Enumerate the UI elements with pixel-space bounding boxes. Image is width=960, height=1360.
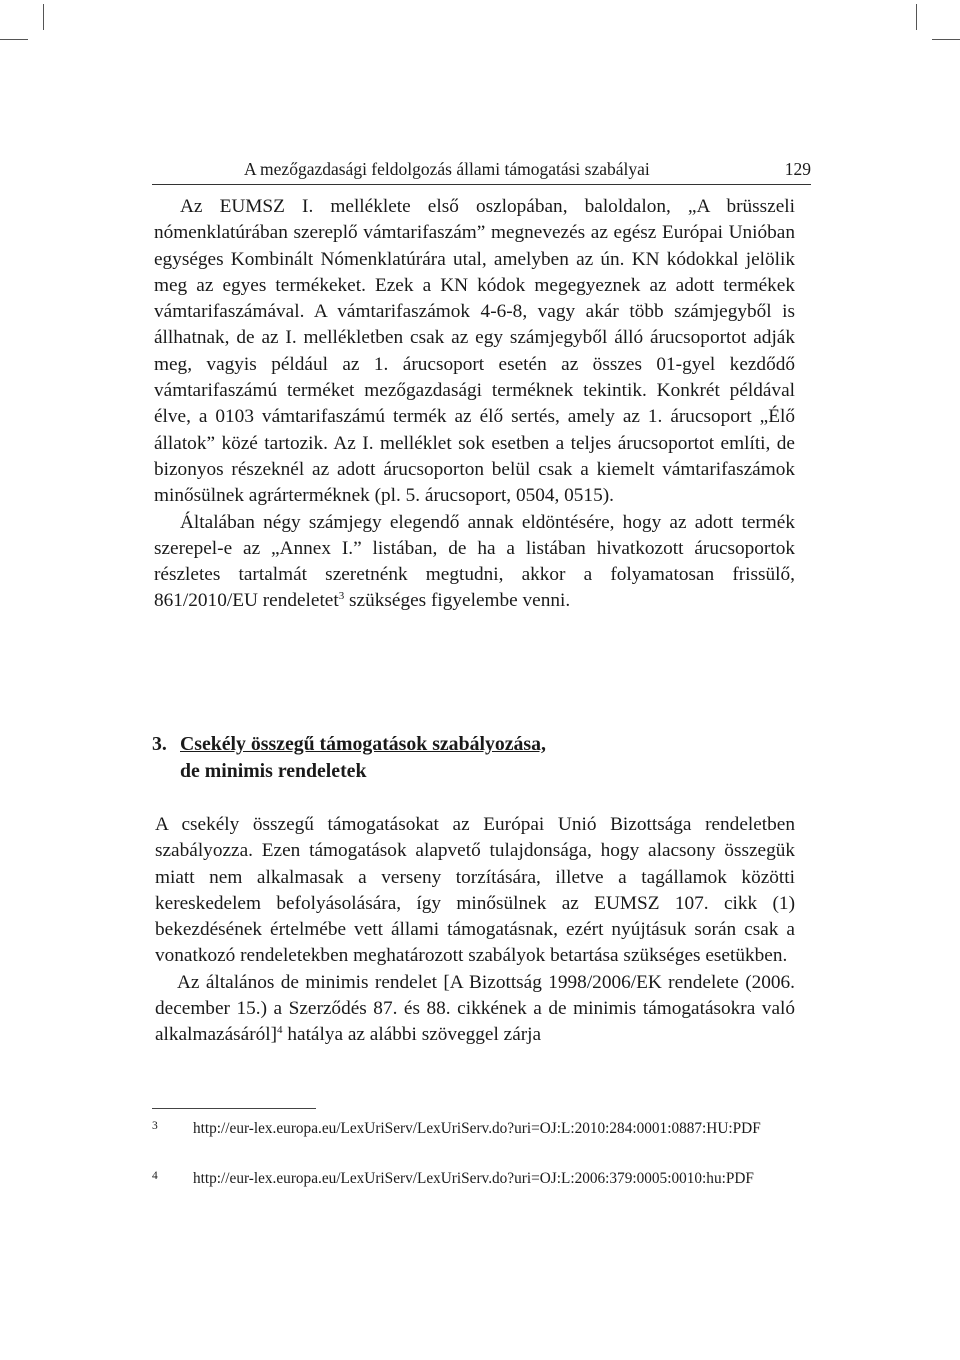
section-number: 3. bbox=[152, 733, 167, 755]
footnote-link[interactable]: http://eur-lex.europa.eu/LexUriServ/LexUriServ.do?uri=OJ:L:2010:284:0001:0887:HU:PDF bbox=[193, 1120, 761, 1137]
footnote-separator bbox=[152, 1108, 316, 1109]
paragraph: Az EUMSZ I. melléklete első oszlopában, baloldalon, „A brüsszeli nómenklatúrában szereplő vámtarifaszám” megnevezés az egész Európai Unióban egységes Kombinált Nómenklatúrára utal, amelyben az ún. KN kódokkal jelölik meg az egyes termékeket. Ezek a KN kódok megegyeznek az adott termékek vámtarifaszámával. A vámtarifaszámok 4-6-8, vagy akár több számjegyből is állhatnak, de az I. mellékletben csak az egy számjegyből álló árucsoportot adják meg, vagyis például az 1. árucsoport esetén az összes 01-gyel kezdődő vámtarifaszámú terméket mezőgazdasági terméknek tekintik. Konkrét példával élve, a 0103 vámtarifaszámú termék az élő sertés, amely az 1. árucsoport „Élő állatok” közé tartozik. Az I. melléklet sok esetben a teljes árucsoportot említi, de bizonyos részeknél az adott árucsoporton belül csak a kiemelt vámtarifaszámok minősülnek agrárterméknek (pl. 5. árucsoport, 0504, 0515). bbox=[154, 196, 795, 507]
section-title-line-2: de minimis rendeletek bbox=[180, 760, 367, 782]
crop-mark bbox=[0, 39, 28, 40]
crop-mark bbox=[932, 39, 960, 40]
page-number: 129 bbox=[784, 159, 811, 179]
paragraph: A csekély összegű támogatásokat az Európai Unió Bizottsága rendeletben szabályozza. Ezen támogatások alapvető tulajdonsága, hogy alacsony összegük miatt nem alkalmasak a verseny torzítására, illetve a tagállamok közötti kereskedelem befolyásolására, így minősülnek az EUMSZ 107. cikk (1) bekezdésének értelmébe vett állami támogatásnak, ezért nyújtásuk során csak a vonatkozó rendeletekben meghatározott szabályok betartása szükséges esetükben. bbox=[155, 814, 795, 967]
footnote-number: 3 bbox=[152, 1120, 158, 1132]
running-header bbox=[152, 156, 811, 185]
footnote-ref[interactable]: 4 bbox=[277, 1024, 283, 1037]
footnote-link[interactable]: http://eur-lex.europa.eu/LexUriServ/LexUriServ.do?uri=OJ:L:2006:379:0005:0010:hu:PDF bbox=[193, 1170, 754, 1187]
paragraph-text: Általában négy számjegy elegendő annak eldöntésére, hogy az adott termék szerepel-e az „Annex I.” listában, de ha a listában hivatkozott árucsoportok részletes tartalmát szeretnénk megtudni, akkor a folyamatosan frissülő, 861/2010/EU rendeletet bbox=[154, 511, 795, 612]
footnote-number: 4 bbox=[152, 1170, 158, 1182]
running-title: A mezőgazdasági feldolgozás állami támogatási szabályai bbox=[244, 159, 650, 179]
paragraph bbox=[155, 970, 795, 1049]
crop-mark bbox=[916, 4, 917, 30]
body-text-lower bbox=[155, 812, 795, 1049]
crop-mark bbox=[43, 4, 44, 30]
paragraph bbox=[154, 510, 795, 615]
paragraph-text: hatálya az alábbi szöveggel zárja bbox=[282, 1024, 542, 1046]
paragraph-text: Az általános de minimis rendelet [A Bizottság 1998/2006/EK rendelete (2006. december 15.) a Szerződés 87. és 88. cikkének a de minimis támogatásokra való alkalmazásáról] bbox=[155, 971, 795, 1046]
section-title-line-1: Csekély összegű támogatások szabályozása, bbox=[180, 733, 546, 755]
body-text-upper bbox=[154, 194, 795, 615]
paragraph-text: szükséges figyelembe venni. bbox=[344, 590, 571, 612]
footnote-ref[interactable]: 3 bbox=[338, 590, 345, 603]
